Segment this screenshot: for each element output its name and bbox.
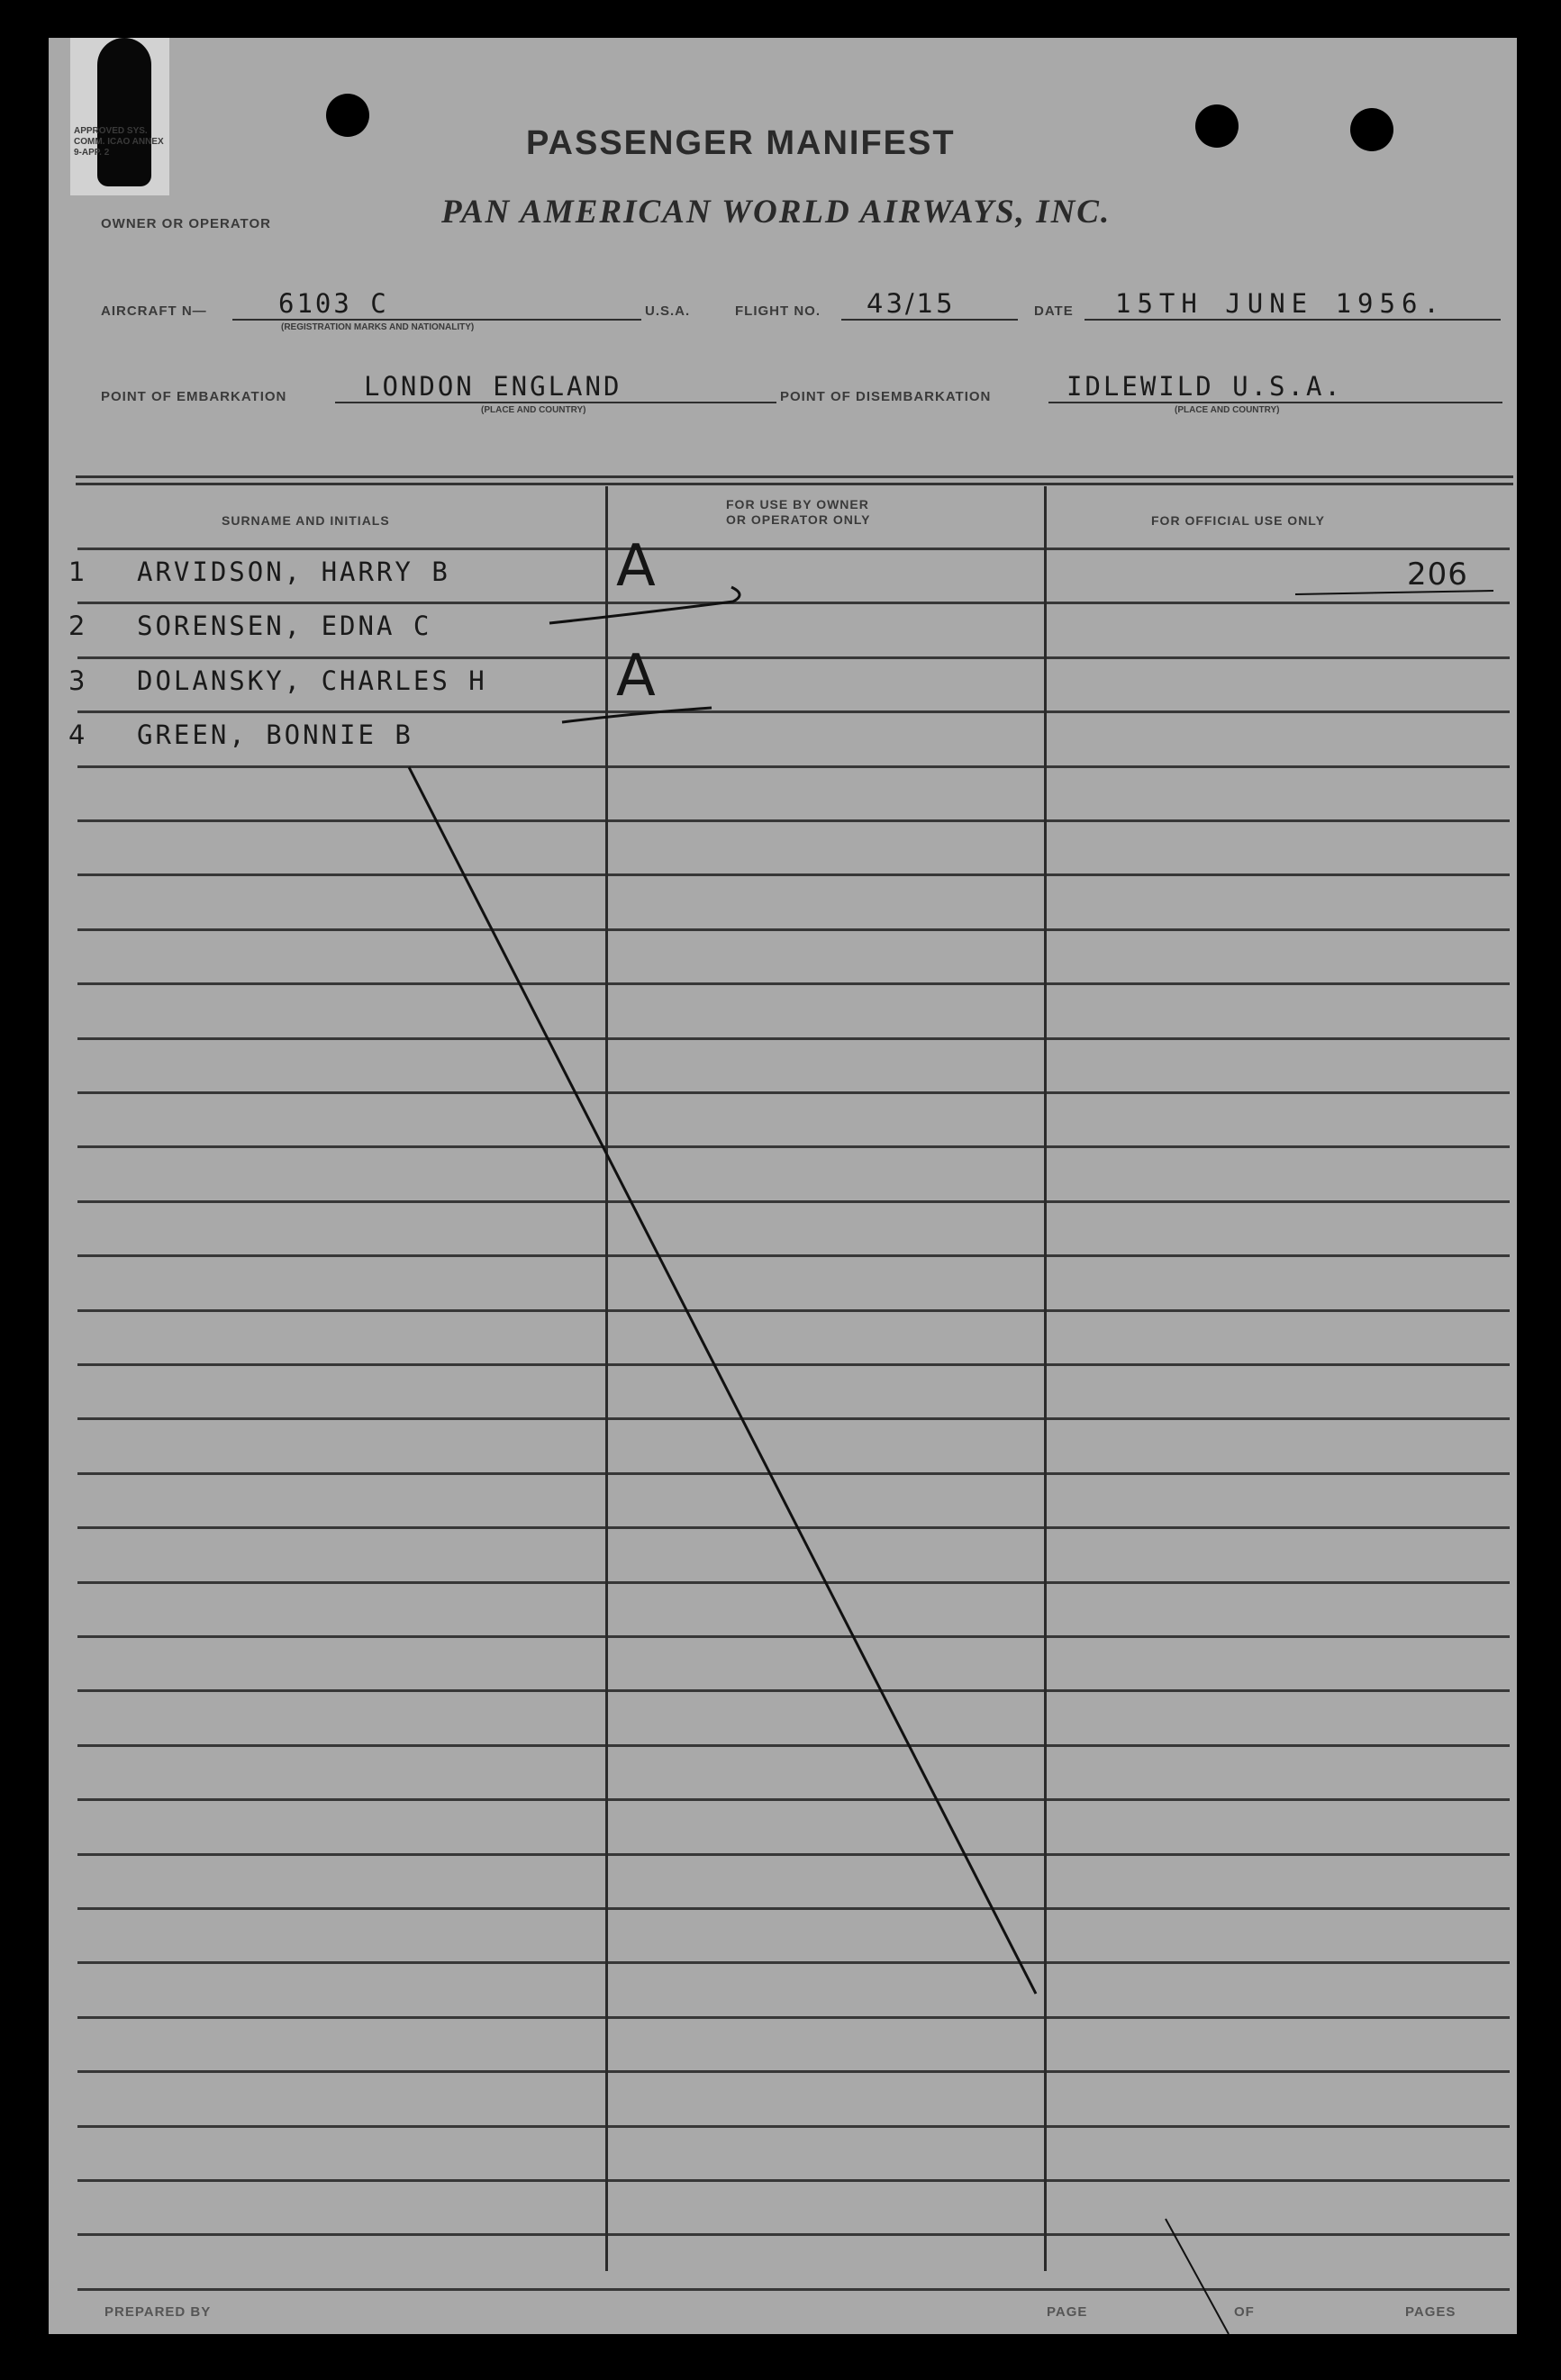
pen-strokes [49, 38, 1517, 2334]
column-owner-1: FOR USE BY OWNER [726, 497, 869, 511]
row-2-name: SORENSEN, EDNA C [137, 611, 432, 641]
aircraft-value: 6103 C [278, 288, 389, 319]
page-title: PASSENGER MANIFEST [526, 124, 956, 162]
row-4-name: GREEN, BONNIE B [137, 719, 413, 750]
row-1-pen-underline [549, 587, 740, 623]
flight-label: FLIGHT NO. [735, 303, 821, 319]
embarkation-value: LONDON ENGLAND [364, 371, 622, 402]
stamp-text: APPROVED SYS. COMM. ICAO ANNEX 9-APP. 2 [74, 126, 164, 158]
flight-value: 43/15 [867, 288, 956, 319]
row-1-operator-mark: A [616, 533, 656, 600]
manifest-sheet [49, 38, 1517, 2334]
row-1-official-value: 206 [1407, 557, 1468, 593]
row-3-pen-underline [562, 708, 712, 722]
page-label: PAGE [1047, 2304, 1088, 2320]
pages-label: PAGES [1405, 2304, 1457, 2320]
row-3-name: DOLANSKY, CHARLES H [137, 665, 487, 696]
date-value: 15TH JUNE 1956. [1115, 288, 1446, 319]
column-surname: SURNAME AND INITIALS [222, 513, 390, 528]
disembarkation-note: (PLACE AND COUNTRY) [1175, 405, 1280, 415]
prepared-by-label: PREPARED BY [104, 2304, 212, 2320]
row-1-official-underline [1295, 591, 1493, 594]
date-label: DATE [1034, 303, 1074, 319]
column-official: FOR OFFICIAL USE ONLY [1151, 513, 1325, 528]
disembarkation-value: IDLEWILD U.S.A. [1066, 371, 1343, 402]
row-2-number: 2 [68, 611, 88, 641]
footer-slash-line [1166, 2219, 1229, 2334]
airline-name: PAN AMERICAN WORLD AIRWAYS, INC. [441, 194, 1112, 231]
aircraft-label: AIRCRAFT N— [101, 303, 207, 319]
embarkation-label: POINT OF EMBARKATION [101, 389, 287, 404]
of-label: OF [1234, 2304, 1255, 2320]
column-owner-2: OR OPERATOR ONLY [726, 512, 871, 527]
row-3-number: 3 [68, 665, 88, 696]
cancel-diagonal-line [409, 767, 1036, 1994]
disembarkation-label: POINT OF DISEMBARKATION [780, 389, 992, 404]
owner-operator-label: OWNER OR OPERATOR [101, 216, 271, 231]
row-1-name: ARVIDSON, HARRY B [137, 557, 450, 587]
embarkation-note: (PLACE AND COUNTRY) [481, 405, 586, 415]
registration-note: (REGISTRATION MARKS AND NATIONALITY) [281, 322, 475, 332]
row-1-number: 1 [68, 557, 88, 587]
usa-label: U.S.A. [645, 303, 691, 319]
row-3-operator-mark: A [616, 643, 656, 710]
row-4-number: 4 [68, 719, 88, 750]
